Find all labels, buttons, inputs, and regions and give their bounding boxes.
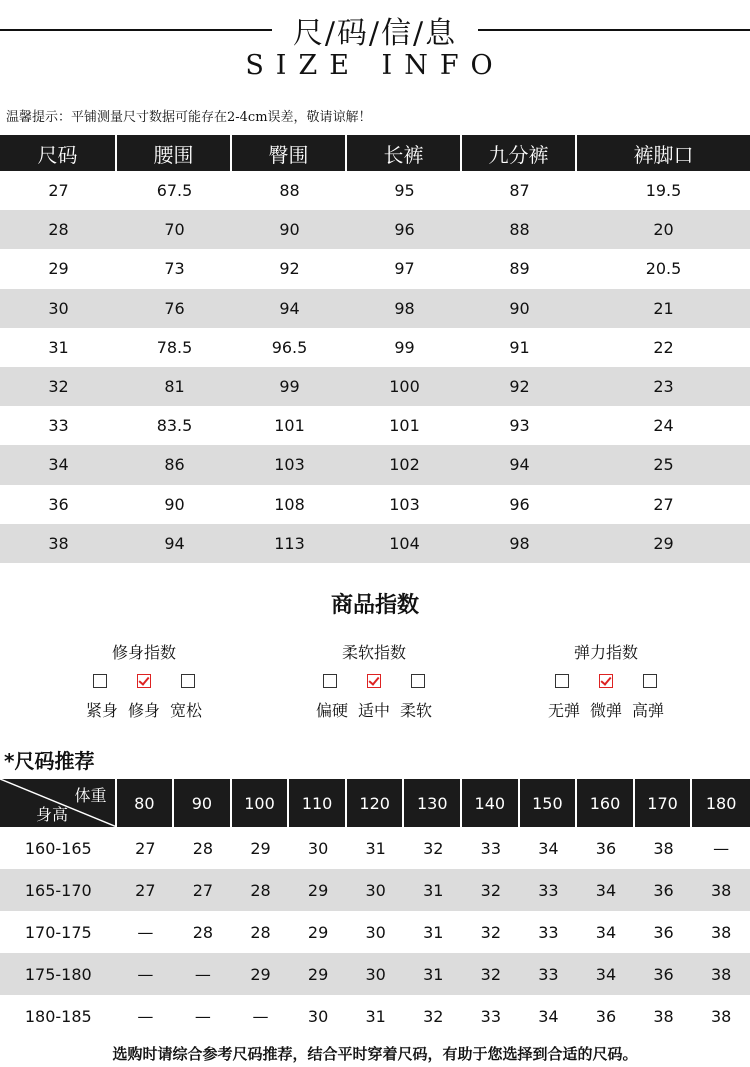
table-cell: 95 <box>394 181 415 201</box>
measurement-tip: 温馨提示：平铺测量尺寸数据可能存在2-4cm误差，敬请谅解！ <box>6 110 372 125</box>
table-cell: 21 <box>653 298 674 318</box>
table-cell: 24 <box>653 416 674 436</box>
table-cell: 33 <box>480 838 501 858</box>
empty-box-icon <box>555 674 569 688</box>
height-range-cell: 170-175 <box>24 922 92 942</box>
table-cell: 34 <box>595 880 617 900</box>
table-cell: 100 <box>389 377 420 397</box>
table-cell: 30 <box>307 838 329 858</box>
weight-col-header: 80 <box>117 779 175 827</box>
empty-box-icon <box>323 674 337 688</box>
table-cell: 92 <box>509 377 530 397</box>
checked-box-icon <box>599 674 613 688</box>
index-group-title: 弹力指数 <box>573 643 638 662</box>
weight-col-header: 170 <box>635 779 693 827</box>
table-cell: 32 <box>48 377 69 397</box>
table-cell: — <box>194 1006 211 1026</box>
header-title-en: SIZE INFO <box>245 50 505 81</box>
table-cell: 28 <box>250 880 271 900</box>
table-cell: 38 <box>710 922 732 942</box>
table-cell: 96 <box>509 494 530 514</box>
empty-box-icon <box>411 674 425 688</box>
size-col-header: 九分裤 <box>462 135 577 171</box>
table-cell: 33 <box>538 880 559 900</box>
table-cell: 78.5 <box>156 337 193 357</box>
table-cell: 31 <box>423 922 444 942</box>
table-cell: 94 <box>509 455 530 475</box>
table-cell: 27 <box>135 838 156 858</box>
table-cell: 31 <box>48 337 69 357</box>
table-cell: 103 <box>274 455 305 475</box>
table-cell: 76 <box>164 298 185 318</box>
table-row <box>0 289 750 328</box>
table-cell: 29 <box>250 838 271 858</box>
table-row <box>0 406 750 445</box>
index-group-title: 修身指数 <box>111 643 176 662</box>
empty-box-icon <box>93 674 107 688</box>
table-row <box>0 210 750 249</box>
table-cell: 101 <box>389 416 420 436</box>
table-cell: 33 <box>538 964 559 984</box>
table-cell: 70 <box>164 220 185 240</box>
table-cell: 30 <box>365 964 386 984</box>
table-cell: 113 <box>274 533 305 553</box>
table-row <box>0 827 750 869</box>
table-cell: 20 <box>653 220 674 240</box>
size-table <box>0 135 750 563</box>
table-cell: 28 <box>192 922 214 942</box>
index-option-label: 无弹 <box>547 701 580 720</box>
table-cell: 33 <box>538 922 559 942</box>
weight-col-header: 90 <box>174 779 232 827</box>
table-cell: 38 <box>653 838 674 858</box>
table-cell: 31 <box>365 1006 386 1026</box>
table-cell: — <box>252 1006 269 1026</box>
table-cell: 103 <box>389 494 420 514</box>
footer-note: 选购时请综合参考尺码推荐，结合平时穿着尺码，有助于您选择到合适的尺码。 <box>112 1045 638 1063</box>
table-cell: 34 <box>538 838 559 858</box>
table-cell: 108 <box>274 494 305 514</box>
table-cell: 32 <box>423 1006 444 1026</box>
table-cell: 30 <box>48 298 69 318</box>
table-cell: 29 <box>653 533 674 553</box>
table-cell: 36 <box>653 964 674 984</box>
size-info-header <box>0 0 750 90</box>
index-option-label: 适中 <box>357 701 390 720</box>
height-range-cell: 160-165 <box>24 838 92 858</box>
size-col-header: 腰围 <box>117 135 232 171</box>
table-row <box>0 249 750 288</box>
index-option-label: 微弹 <box>589 701 622 720</box>
table-cell: 88 <box>509 220 530 240</box>
size-recommend-table <box>0 779 750 1037</box>
table-cell: 98 <box>394 298 415 318</box>
table-cell: — <box>137 964 154 984</box>
table-cell: 34 <box>595 922 617 942</box>
table-cell: 28 <box>192 838 214 858</box>
size-table-body <box>0 171 750 563</box>
table-row <box>0 445 750 484</box>
corner-weight-label: 体重 <box>74 786 107 805</box>
weight-col-header: 180 <box>692 779 750 827</box>
table-cell: 32 <box>423 838 444 858</box>
index-option-label: 高弹 <box>632 701 665 720</box>
index-checkboxes <box>44 670 244 694</box>
height-range-cell: 180-185 <box>24 1006 92 1026</box>
table-cell: 94 <box>164 533 185 553</box>
table-cell: 99 <box>279 377 300 397</box>
index-group <box>506 640 706 721</box>
size-col-header: 臀围 <box>232 135 347 171</box>
table-row <box>0 953 750 995</box>
table-cell: — <box>137 922 154 942</box>
height-range-cell: 165-170 <box>24 880 92 900</box>
empty-box-icon <box>181 674 195 688</box>
table-row <box>0 869 750 911</box>
table-cell: — <box>137 1006 154 1026</box>
corner-height-label: 身高 <box>36 805 69 824</box>
table-cell: 36 <box>48 494 69 514</box>
table-cell: 19.5 <box>645 181 682 201</box>
table-cell: 29 <box>307 922 329 942</box>
table-cell: 87 <box>509 181 530 201</box>
index-option-label: 偏硬 <box>315 701 348 720</box>
header-title-cn: 尺/码/信/息 <box>292 16 458 51</box>
table-cell: 30 <box>365 880 386 900</box>
table-cell: 38 <box>48 533 69 553</box>
table-cell: 29 <box>48 259 69 279</box>
recommend-table-body <box>0 827 750 1037</box>
product-index-title: 商品指数 <box>330 593 419 618</box>
table-cell: 28 <box>48 220 69 240</box>
table-cell: 25 <box>653 455 674 475</box>
table-cell: 28 <box>250 922 271 942</box>
table-cell: — <box>713 838 730 858</box>
table-cell: 27 <box>192 880 214 900</box>
table-cell: 22 <box>653 337 674 357</box>
table-cell: 36 <box>653 880 674 900</box>
table-cell: 34 <box>48 455 69 475</box>
table-cell: 83.5 <box>156 416 193 436</box>
weight-col-header: 140 <box>462 779 520 827</box>
index-checkboxes <box>506 670 706 694</box>
table-cell: 98 <box>509 533 530 553</box>
table-cell: 90 <box>164 494 185 514</box>
table-cell: 101 <box>274 416 305 436</box>
table-cell: 104 <box>389 533 420 553</box>
table-cell: 29 <box>307 880 329 900</box>
table-cell: 31 <box>365 838 386 858</box>
table-row <box>0 485 750 524</box>
table-row <box>0 911 750 953</box>
table-cell: 32 <box>480 922 501 942</box>
size-col-header: 裤脚口 <box>577 135 750 171</box>
table-cell: 38 <box>710 1006 732 1026</box>
table-cell: 20.5 <box>645 259 682 279</box>
table-cell: 92 <box>279 259 300 279</box>
index-option-label: 宽松 <box>170 701 203 720</box>
table-cell: 90 <box>509 298 530 318</box>
table-cell: 97 <box>394 259 415 279</box>
table-cell: 94 <box>279 298 300 318</box>
weight-height-corner <box>0 779 117 827</box>
size-col-header: 长裤 <box>347 135 462 171</box>
table-cell: 36 <box>595 1006 617 1026</box>
index-checkboxes <box>274 670 474 694</box>
table-cell: 81 <box>164 377 185 397</box>
table-row <box>0 367 750 406</box>
index-options <box>506 698 706 721</box>
index-group <box>274 640 474 721</box>
table-cell: 93 <box>509 416 530 436</box>
table-cell: 38 <box>653 1006 674 1026</box>
table-row <box>0 995 750 1037</box>
table-cell: 27 <box>135 880 156 900</box>
table-cell: 32 <box>480 880 501 900</box>
recommend-table-header <box>0 779 750 827</box>
table-cell: 90 <box>279 220 300 240</box>
table-cell: 27 <box>48 181 69 201</box>
table-cell: 27 <box>653 494 674 514</box>
table-cell: 96 <box>394 220 415 240</box>
weight-col-header: 120 <box>347 779 405 827</box>
index-option-label: 柔软 <box>400 701 433 720</box>
table-cell: 30 <box>307 1006 329 1026</box>
weight-col-header: 130 <box>404 779 462 827</box>
size-table-header <box>0 135 750 171</box>
table-row <box>0 171 750 210</box>
index-options <box>44 698 244 721</box>
table-cell: 33 <box>48 416 69 436</box>
height-range-cell: 175-180 <box>24 964 92 984</box>
index-group <box>44 640 244 721</box>
table-cell: 88 <box>279 181 300 201</box>
table-cell: 91 <box>509 337 530 357</box>
table-cell: 36 <box>595 838 617 858</box>
size-col-header: 尺码 <box>0 135 117 171</box>
table-cell: 86 <box>164 455 185 475</box>
table-row <box>0 524 750 563</box>
weight-col-header: 100 <box>232 779 290 827</box>
table-cell: 29 <box>250 964 271 984</box>
weight-col-header: 160 <box>577 779 635 827</box>
table-cell: 33 <box>480 1006 501 1026</box>
weight-col-header: 150 <box>520 779 578 827</box>
table-row <box>0 328 750 367</box>
table-cell: 31 <box>423 964 444 984</box>
table-cell: 30 <box>365 922 386 942</box>
table-cell: 99 <box>394 337 415 357</box>
table-cell: 73 <box>164 259 185 279</box>
table-cell: 34 <box>595 964 617 984</box>
table-cell: 31 <box>423 880 444 900</box>
table-cell: 29 <box>307 964 329 984</box>
checked-box-icon <box>137 674 151 688</box>
table-cell: 34 <box>538 1006 559 1026</box>
table-cell: 102 <box>389 455 420 475</box>
size-recommend-title: *尺码推荐 <box>4 749 95 773</box>
table-cell: 89 <box>509 259 530 279</box>
index-options <box>274 698 474 721</box>
checked-box-icon <box>367 674 381 688</box>
table-cell: 32 <box>480 964 501 984</box>
table-cell: 67.5 <box>156 181 193 201</box>
index-option-label: 修身 <box>127 701 160 720</box>
table-cell: 23 <box>653 377 674 397</box>
index-option-label: 紧身 <box>85 701 118 720</box>
table-cell: — <box>194 964 211 984</box>
index-group-title: 柔软指数 <box>341 643 406 662</box>
table-cell: 36 <box>653 922 674 942</box>
table-cell: 38 <box>710 964 732 984</box>
table-cell: 38 <box>710 880 732 900</box>
weight-col-header: 110 <box>289 779 347 827</box>
table-cell: 96.5 <box>271 337 308 357</box>
empty-box-icon <box>643 674 657 688</box>
